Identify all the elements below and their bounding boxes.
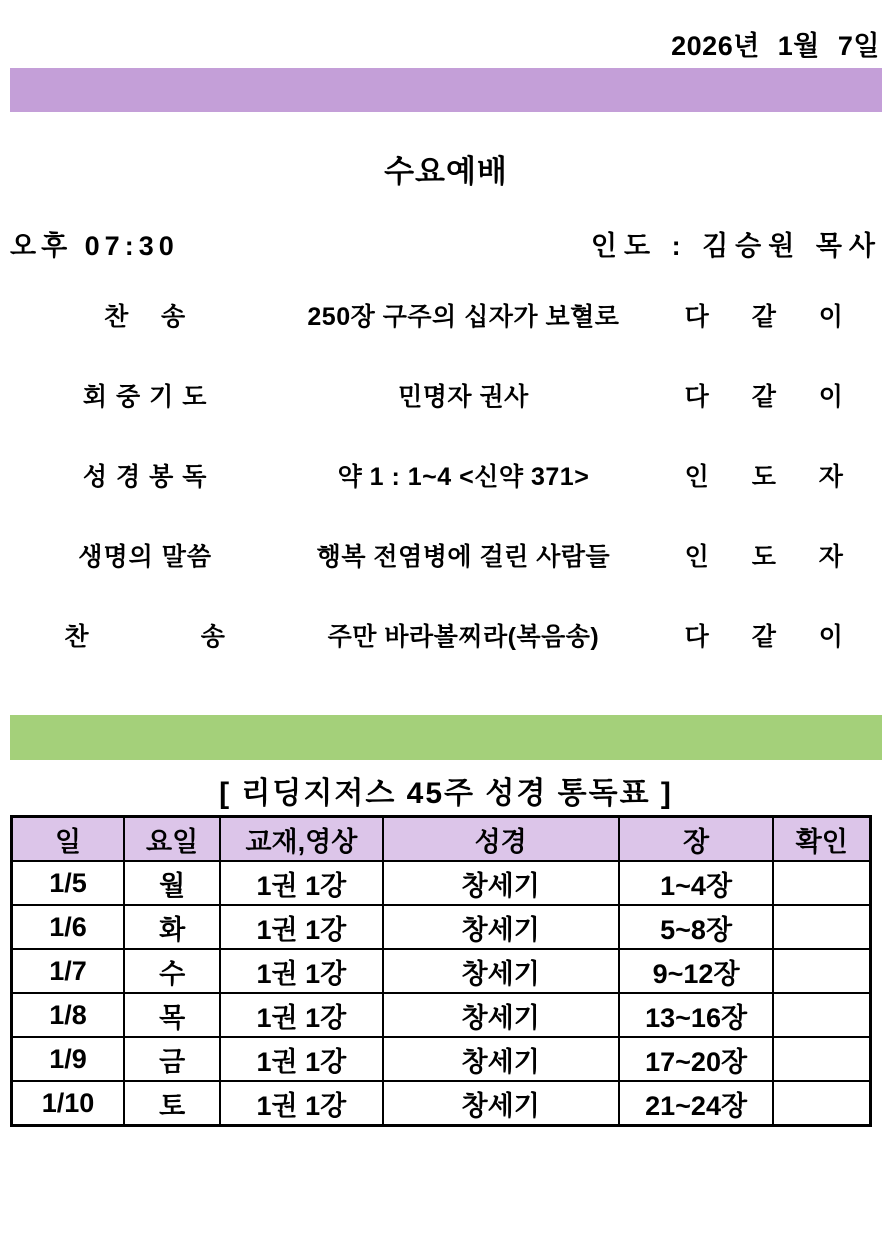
order-item-performer: 인 도 자 [684,543,844,571]
cell-material: 1권 1강 [220,993,382,1037]
cell-scripture: 창세기 [383,905,619,949]
cell-material: 1권 1강 [220,905,382,949]
reading-plan-table [10,815,872,1127]
order-item-content: 250장 구주의 십자가 보혈로 [307,303,620,331]
cell-scripture: 창세기 [383,993,619,1037]
worship-order-item [10,515,882,595]
service-meta-row [10,224,882,263]
cell-chapters: 13~16장 [619,993,774,1037]
cell-date: 1/5 [12,861,125,905]
table-header-row [12,817,871,862]
order-item-performer: 다 같 이 [684,303,844,331]
cell-material: 1권 1강 [220,1037,382,1081]
cell-chapters: 5~8장 [619,905,774,949]
purple-divider-banner [10,68,882,112]
cell-material: 1권 1강 [220,1081,382,1126]
cell-weekday: 수 [124,949,220,993]
table-row [12,1081,871,1126]
cell-weekday: 월 [124,861,220,905]
cell-scripture: 창세기 [383,1037,619,1081]
table-row [12,1037,871,1081]
order-item-content: 주만 바라볼찌라(복음송) [327,623,600,651]
order-item-performer: 인 도 자 [684,463,844,491]
cell-material: 1권 1강 [220,949,382,993]
cell-chapters: 17~20장 [619,1037,774,1081]
service-title: 수요예배 [384,154,508,189]
cell-scripture: 창세기 [383,861,619,905]
cell-date: 1/8 [12,993,125,1037]
col-header-date: 일 [12,817,125,862]
cell-check [773,993,870,1037]
cell-weekday: 화 [124,905,220,949]
worship-order-item [10,595,882,675]
col-header-chapters: 장 [619,817,774,862]
cell-weekday: 목 [124,993,220,1037]
table-row [12,949,871,993]
order-item-content: 행복 전염병에 걸린 사람들 [316,543,611,571]
cell-date: 1/10 [12,1081,125,1126]
cell-check [773,949,870,993]
order-item-label: 회 중 기 도 [82,383,208,411]
order-item-label: 찬 송 [104,303,187,331]
cell-check [773,1037,870,1081]
table-row [12,905,871,949]
cell-chapters: 1~4장 [619,861,774,905]
cell-check [773,861,870,905]
col-header-check: 확인 [773,817,870,862]
cell-scripture: 창세기 [383,949,619,993]
cell-chapters: 9~12장 [619,949,774,993]
worship-order-item [10,275,882,355]
bulletin-date: 2026년 1월 7일 [671,31,880,61]
cell-date: 1/6 [12,905,125,949]
order-item-performer: 다 같 이 [684,383,844,411]
cell-check [773,905,870,949]
order-item-performer: 다 같 이 [684,623,844,651]
col-header-material: 교재,영상 [220,817,382,862]
green-divider-banner [10,715,882,760]
cell-weekday: 토 [124,1081,220,1126]
table-row [12,861,871,905]
order-item-label: 찬 송 [64,623,226,651]
col-header-scripture: 성경 [383,817,619,862]
order-item-content: 민명자 권사 [398,383,529,411]
cell-date: 1/7 [12,949,125,993]
order-item-label: 생명의 말씀 [78,543,212,571]
worship-order-list [10,275,882,675]
cell-check [773,1081,870,1126]
reading-plan-title: [ 리딩지저스 45주 성경 통독표 ] [219,777,673,810]
cell-weekday: 금 [124,1037,220,1081]
order-item-label: 성 경 봉 독 [82,463,208,491]
worship-order-item [10,435,882,515]
col-header-weekday: 요일 [124,817,220,862]
service-time: 오후 07:30 [10,231,179,261]
cell-scripture: 창세기 [383,1081,619,1126]
cell-date: 1/9 [12,1037,125,1081]
cell-chapters: 21~24장 [619,1081,774,1126]
order-item-content: 약 1 : 1~4 <신약 371> [337,463,590,491]
service-leader: 인도 : 김승원 목사 [590,231,882,261]
cell-material: 1권 1강 [220,861,382,905]
worship-order-item [10,355,882,435]
table-row [12,993,871,1037]
